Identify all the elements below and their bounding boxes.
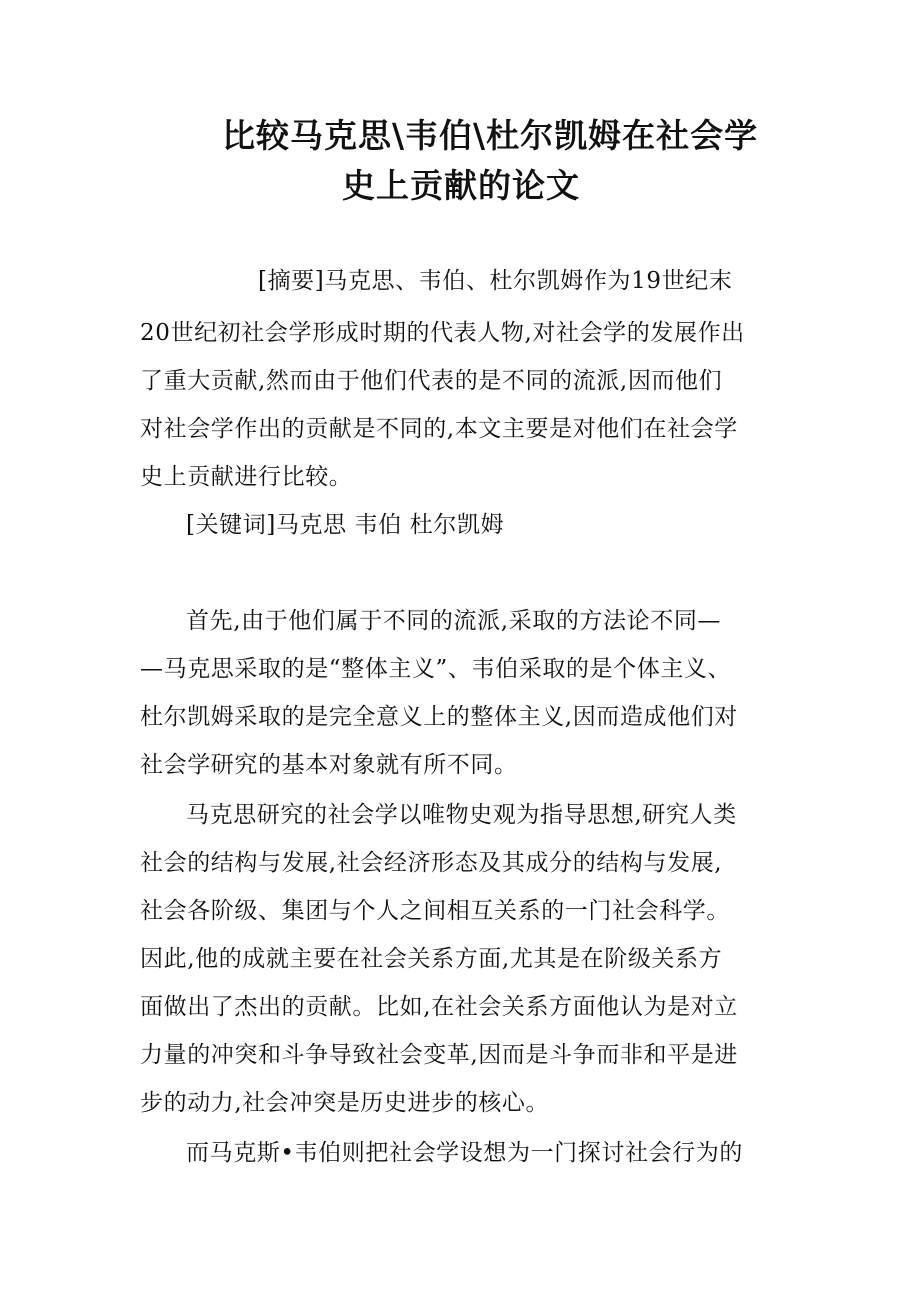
keywords-line: [关键词]马克思 韦伯 杜尔凯姆 xyxy=(186,512,505,538)
paragraph-line: 首先,由于他们属于不同的流派,采取的方法论不同— xyxy=(186,608,722,634)
paragraph-line: 杜尔凯姆采取的是完全意义上的整体主义,因而造成他们对 xyxy=(140,704,738,730)
abstract-line: 史上贡献进行比较。 xyxy=(140,464,353,490)
paragraph-line: 社会的结构与发展,社会经济形态及其成分的结构与发展, xyxy=(140,850,723,876)
abstract-line: 了重大贡献,然而由于他们代表的是不同的流派,因而他们 xyxy=(140,368,723,394)
paragraph-line: 社会学研究的基本对象就有所不同。 xyxy=(140,752,518,778)
abstract-line: 20世纪初社会学形成时期的代表人物,对社会学的发展作出 xyxy=(140,320,745,346)
paragraph-line: 力量的冲突和斗争导致社会变革,因而是斗争而非和平是进 xyxy=(140,1042,738,1068)
paragraph-line: 因此,他的成就主要在社会关系方面,尤其是在阶级关系方 xyxy=(140,946,723,972)
paragraph-line: 社会各阶级、集团与个人之间相互关系的一门社会科学。 xyxy=(140,898,730,924)
paragraph-line: 面做出了杰出的贡献。比如,在社会关系方面他认为是对立 xyxy=(140,994,738,1020)
title-line-1: 比较马克思\韦伯\杜尔凯姆在社会学 xyxy=(222,116,759,155)
paragraph-line: 而马克斯•韦伯则把社会学设想为一门探讨社会行为的 xyxy=(186,1140,743,1166)
abstract-line: [摘要]马克思、韦伯、杜尔凯姆作为19世纪末 xyxy=(258,268,733,294)
abstract-line: 对社会学作出的贡献是不同的,本文主要是对他们在社会学 xyxy=(140,416,738,442)
paragraph-line: —马克思采取的是“整体主义”、韦伯采取的是个体主义、 xyxy=(140,656,732,682)
title-line-2: 史上贡献的论文 xyxy=(342,166,580,205)
paragraph-line: 马克思研究的社会学以唯物史观为指导思想,研究人类 xyxy=(186,802,737,828)
paragraph-line: 步的动力,社会冲突是历史进步的核心。 xyxy=(140,1090,550,1116)
